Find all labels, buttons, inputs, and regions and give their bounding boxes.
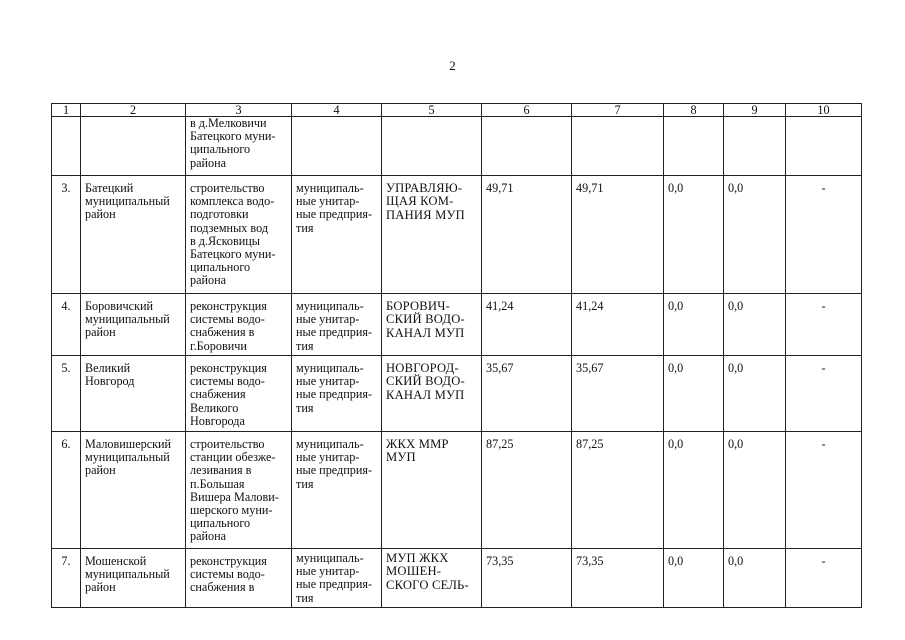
organization-cell: МУП ЖКХ МОШЕН- СКОГО СЕЛЬ- — [382, 549, 482, 608]
header-cell: 8 — [664, 104, 724, 117]
object-cell: в д.Мелковичи Батецкого муни- ципального района — [186, 117, 292, 176]
table-row — [52, 549, 862, 608]
value-cell-10 — [786, 117, 862, 176]
header-cell: 9 — [724, 104, 786, 117]
table-row — [52, 432, 862, 549]
value-cell-8: 0,0 — [664, 356, 724, 432]
value-cell-9: 0,0 — [724, 176, 786, 294]
district-cell: Батецкий муниципальный район — [81, 176, 186, 294]
object-cell: реконструкция системы водо- снабжения в г.Боровичи — [186, 294, 292, 356]
header-cell: 5 — [382, 104, 482, 117]
object-cell: реконструкция системы водо- снабжения Великого Новгорода — [186, 356, 292, 432]
value-cell-6: 49,71 — [482, 176, 572, 294]
value-cell-7: 73,35 — [572, 549, 664, 608]
district-cell: Боровичский муниципальный район — [81, 294, 186, 356]
value-cell-10: - — [786, 294, 862, 356]
value-cell-7: 41,24 — [572, 294, 664, 356]
page-number: 2 — [449, 58, 456, 73]
object-cell: строительство станции обезже- лезивания в п.Большая Вишера Малови- шерского муни- ципального района — [186, 432, 292, 549]
organization-cell: УПРАВЛЯЮ- ЩАЯ КОМ- ПАНИЯ МУП — [382, 176, 482, 294]
row-number-cell: 4. — [52, 294, 81, 356]
value-cell-6: 73,35 — [482, 549, 572, 608]
ownership-form-cell: муниципаль- ные унитар- ные предприя- тия — [292, 356, 382, 432]
value-cell-7: 35,67 — [572, 356, 664, 432]
value-cell-8: 0,0 — [664, 294, 724, 356]
value-cell-10: - — [786, 432, 862, 549]
header-cell: 7 — [572, 104, 664, 117]
ownership-form-cell — [292, 117, 382, 176]
investment-program-table — [51, 103, 862, 608]
organization-cell: БОРОВИЧ- СКИЙ ВОДО- КАНАЛ МУП — [382, 294, 482, 356]
value-cell-9: 0,0 — [724, 356, 786, 432]
table-row — [52, 117, 862, 176]
column-number-header-row — [52, 104, 862, 117]
value-cell-8 — [664, 117, 724, 176]
header-cell: 3 — [186, 104, 292, 117]
value-cell-7 — [572, 117, 664, 176]
value-cell-6: 87,25 — [482, 432, 572, 549]
district-cell — [81, 117, 186, 176]
value-cell-7: 49,71 — [572, 176, 664, 294]
ownership-form-cell: муниципаль- ные унитар- ные предприя- тия — [292, 549, 382, 608]
value-cell-9: 0,0 — [724, 549, 786, 608]
value-cell-7: 87,25 — [572, 432, 664, 549]
header-cell: 1 — [52, 104, 81, 117]
header-cell: 6 — [482, 104, 572, 117]
value-cell-10: - — [786, 176, 862, 294]
row-number-cell: 7. — [52, 549, 81, 608]
value-cell-6 — [482, 117, 572, 176]
value-cell-8: 0,0 — [664, 549, 724, 608]
object-cell: реконструкция системы водо- снабжения в — [186, 549, 292, 608]
value-cell-6: 41,24 — [482, 294, 572, 356]
district-cell: Мошенской муниципальный район — [81, 549, 186, 608]
row-number-cell: 3. — [52, 176, 81, 294]
table-row — [52, 176, 862, 294]
row-number-cell: 5. — [52, 356, 81, 432]
table-row — [52, 356, 862, 432]
header-cell: 2 — [81, 104, 186, 117]
object-cell: строительство комплекса водо- подготовки подземных вод в д.Ясковицы Батецкого муни- ципального района — [186, 176, 292, 294]
ownership-form-cell: муниципаль- ные унитар- ные предприя- тия — [292, 294, 382, 356]
value-cell-8: 0,0 — [664, 176, 724, 294]
value-cell-6: 35,67 — [482, 356, 572, 432]
header-cell: 4 — [292, 104, 382, 117]
value-cell-9 — [724, 117, 786, 176]
ownership-form-cell: муниципаль- ные унитар- ные предприя- тия — [292, 432, 382, 549]
value-cell-10: - — [786, 356, 862, 432]
organization-cell — [382, 117, 482, 176]
ownership-form-cell: муниципаль- ные унитар- ные предприя- тия — [292, 176, 382, 294]
row-number-cell — [52, 117, 81, 176]
district-cell: Великий Новгород — [81, 356, 186, 432]
row-number-cell: 6. — [52, 432, 81, 549]
table-row — [52, 294, 862, 356]
value-cell-10: - — [786, 549, 862, 608]
district-cell: Маловишерский муниципальный район — [81, 432, 186, 549]
value-cell-9: 0,0 — [724, 294, 786, 356]
value-cell-8: 0,0 — [664, 432, 724, 549]
header-cell: 10 — [786, 104, 862, 117]
organization-cell: НОВГОРОД- СКИЙ ВОДО- КАНАЛ МУП — [382, 356, 482, 432]
value-cell-9: 0,0 — [724, 432, 786, 549]
organization-cell: ЖКХ ММР МУП — [382, 432, 482, 549]
